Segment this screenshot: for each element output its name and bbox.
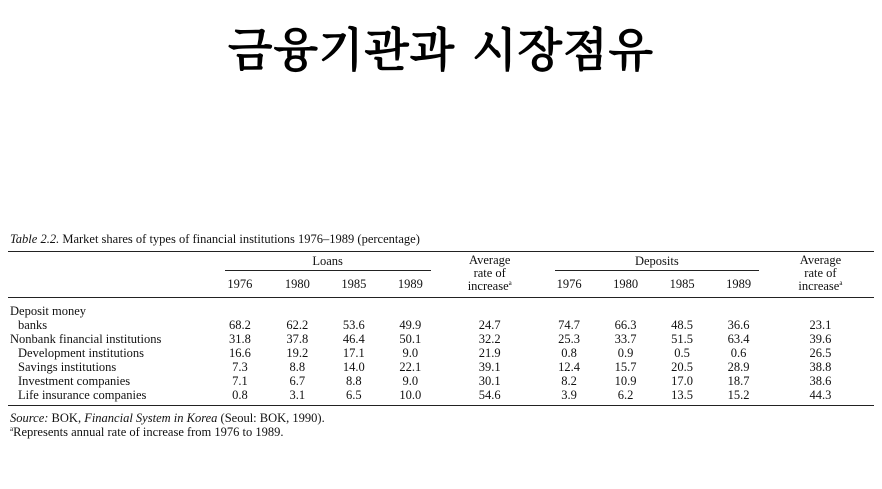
loans-avg-cell: 30.1 xyxy=(478,374,501,388)
year-header: 1980 xyxy=(284,277,310,291)
row-label: Savings institutions xyxy=(18,360,117,374)
loans-avg-cell xyxy=(439,298,541,319)
table-row xyxy=(8,298,874,319)
loans-cell: 8.8 xyxy=(289,360,306,374)
loans-cell: 6.5 xyxy=(346,388,362,402)
deposits-cell: 15.2 xyxy=(727,388,750,402)
deposits-cell: 0.9 xyxy=(617,346,634,360)
loans-avg-cell: 39.1 xyxy=(478,360,501,374)
deposits-avg-header xyxy=(767,252,874,298)
loans-avg-cell: 21.9 xyxy=(478,346,501,360)
table-row xyxy=(8,318,874,332)
deposits-avg-cell: 39.6 xyxy=(809,332,832,346)
footnote-a: $^a$Represents annual rate of increase from 1976 to 1989. xyxy=(10,424,284,439)
loans-cell: 62.2 xyxy=(286,318,309,332)
loans-cell: 53.6 xyxy=(342,318,365,332)
deposits-cell: 0.5 xyxy=(674,346,690,360)
loans-cell: 46.4 xyxy=(342,332,365,346)
year-header: 1980 xyxy=(613,277,639,291)
year-header: 1985 xyxy=(669,277,695,291)
loans-cell xyxy=(269,298,326,319)
loans-cell: 9.0 xyxy=(402,346,419,360)
table-row xyxy=(8,346,874,360)
deposits-cell: 66.3 xyxy=(614,318,637,332)
deposits-cell: 63.4 xyxy=(727,332,750,346)
loans-cell: 68.2 xyxy=(228,318,251,332)
loans-cell: 7.3 xyxy=(232,360,248,374)
deposits-cell: 48.5 xyxy=(671,318,694,332)
loans-cell: 3.1 xyxy=(289,388,306,402)
deposits-cell: 6.2 xyxy=(617,388,634,402)
deposits-cell xyxy=(654,298,711,319)
deposits-cell: 0.6 xyxy=(730,346,747,360)
market-share-table xyxy=(8,251,874,406)
slide-title: 금융기관과 시장점유 xyxy=(228,23,654,77)
table-caption-text: Market shares of types of financial institutions 1976–1989 (percentage) xyxy=(62,232,420,246)
loans-cell: 6.7 xyxy=(289,374,306,388)
loans-cell: 31.8 xyxy=(228,332,251,346)
loans-cell: 37.8 xyxy=(286,332,309,346)
deposits-cell: 8.2 xyxy=(561,374,577,388)
table-caption xyxy=(10,232,874,247)
deposits-avg-cell: 38.6 xyxy=(809,374,832,388)
loans-cell: 16.6 xyxy=(228,346,251,360)
loans-avg-cell: 54.6 xyxy=(478,388,501,402)
avg-header-line1: Average xyxy=(469,253,511,267)
market-share-table-block xyxy=(8,232,874,439)
table-row xyxy=(8,360,874,374)
year-header: 1989 xyxy=(397,277,423,291)
loans-cell: 49.9 xyxy=(399,318,422,332)
deposits-cell: 12.4 xyxy=(558,360,581,374)
source-note: Source: BOK, Financial System in Korea (Seoul: BOK, 1990). xyxy=(10,411,325,425)
row-label: banks xyxy=(18,318,48,332)
year-header: 1976 xyxy=(227,277,253,291)
deposits-avg-cell: 23.1 xyxy=(809,318,832,332)
deposits-cell xyxy=(541,298,598,319)
deposits-cell: 25.3 xyxy=(558,332,581,346)
deposits-cell: 74.7 xyxy=(558,318,581,332)
loans-cell: 19.2 xyxy=(286,346,309,360)
avg-header-line3: increase$^a$ xyxy=(467,278,512,293)
loans-cell: 50.1 xyxy=(399,332,422,346)
loans-cell xyxy=(211,298,269,319)
deposits-avg-cell: 44.3 xyxy=(809,388,832,402)
group-header-deposits xyxy=(541,252,767,272)
deposits-cell: 10.9 xyxy=(614,374,637,388)
table-notes xyxy=(10,411,874,439)
loans-cell: 14.0 xyxy=(342,360,365,374)
table-row xyxy=(8,374,874,388)
deposits-avg-cell xyxy=(767,298,874,319)
loans-label: Loans xyxy=(225,254,431,271)
deposits-cell: 15.7 xyxy=(614,360,637,374)
row-label: Investment companies xyxy=(18,374,131,388)
header-blank xyxy=(8,252,211,272)
loans-cell: 10.0 xyxy=(399,388,422,402)
loans-cell xyxy=(326,298,383,319)
loans-cell: 17.1 xyxy=(342,346,365,360)
loans-cell: 22.1 xyxy=(399,360,422,374)
year-header: 1985 xyxy=(341,277,367,291)
deposits-cell: 17.0 xyxy=(671,374,694,388)
loans-avg-cell: 24.7 xyxy=(478,318,501,332)
loans-cell: 8.8 xyxy=(346,374,362,388)
deposits-cell: 3.9 xyxy=(561,388,577,402)
deposits-cell: 51.5 xyxy=(671,332,694,346)
table-body xyxy=(8,298,874,406)
deposits-avg-cell: 38.8 xyxy=(809,360,832,374)
row-label: Development institutions xyxy=(18,346,145,360)
loans-cell: 9.0 xyxy=(402,374,419,388)
table-row xyxy=(8,332,874,346)
year-header: 1976 xyxy=(556,277,582,291)
loans-avg-cell: 32.2 xyxy=(478,332,501,346)
deposits-cell: 18.7 xyxy=(727,374,750,388)
row-label: Life insurance companies xyxy=(18,388,147,402)
loans-cell: 0.8 xyxy=(232,388,248,402)
table-number: Table 2.2. xyxy=(10,232,60,246)
year-header: 1989 xyxy=(726,277,752,291)
deposits-cell: 28.9 xyxy=(727,360,750,374)
deposits-cell xyxy=(597,298,654,319)
deposits-label: Deposits xyxy=(555,254,759,271)
deposits-cell: 13.5 xyxy=(671,388,694,402)
table-row xyxy=(8,388,874,406)
loans-cell xyxy=(382,298,439,319)
avg-header-line2: rate of xyxy=(804,266,837,280)
row-label: Nonbank financial institutions xyxy=(10,332,162,346)
deposits-cell: 20.5 xyxy=(671,360,694,374)
row-label: Deposit money xyxy=(10,304,87,318)
deposits-cell xyxy=(710,298,767,319)
group-header-loans xyxy=(211,252,439,272)
loans-cell: 7.1 xyxy=(232,374,248,388)
deposits-avg-cell: 26.5 xyxy=(809,346,832,360)
deposits-cell: 36.6 xyxy=(727,318,750,332)
loans-avg-header xyxy=(439,252,541,298)
deposits-cell: 33.7 xyxy=(614,332,637,346)
deposits-cell: 0.8 xyxy=(561,346,577,360)
avg-header-line2: rate of xyxy=(473,266,506,280)
avg-header-line1: Average xyxy=(799,253,842,267)
avg-header-line3: increase$^a$ xyxy=(798,278,843,293)
